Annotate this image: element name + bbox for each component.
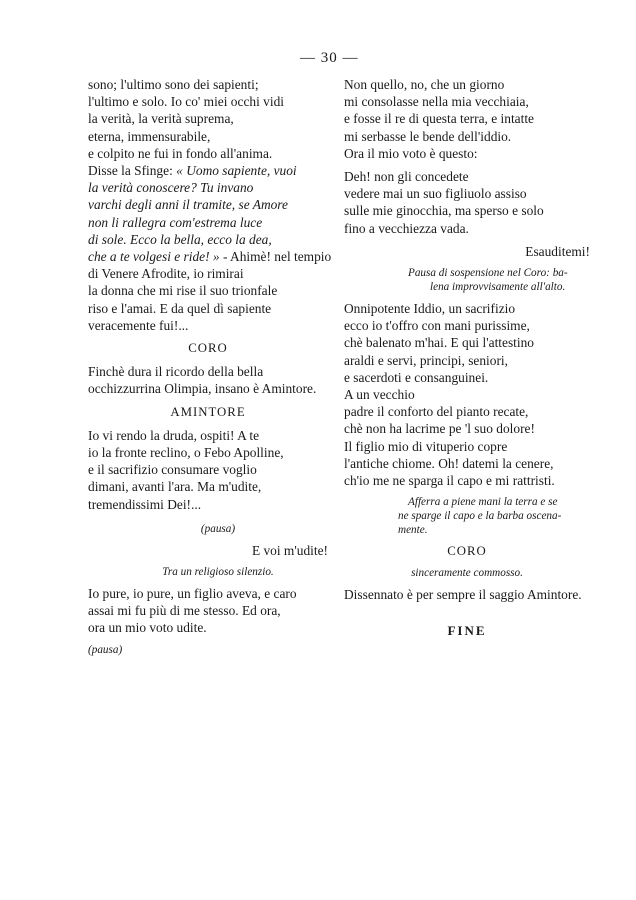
verse-line: di Venere Afrodite, io rimirai [88, 266, 244, 282]
verse-line: sono; l'ultimo sono dei sapienti; [88, 77, 259, 92]
e-voi-line: E voi m'udite! [251, 542, 328, 558]
stage-direction-commosso: sinceramente commosso. [411, 567, 523, 580]
coro-line: Finchè dura il ricordo della bella [88, 364, 264, 380]
verse-line: la donna che mi rise il suo trionfale [88, 283, 278, 299]
verse-line: eterna, immensurabile, [88, 128, 211, 144]
verse-line: sulle mie ginocchia, ma sperso e solo [344, 203, 544, 219]
amintore-line: Io vi rendo la druda, ospiti! A te [88, 427, 260, 443]
verse-line: vedere mai un suo figliuolo assiso [344, 186, 527, 202]
verse-line: araldi e servi, principi, seniori, [344, 352, 508, 368]
verse-line: e colpito ne fui in fondo all'anima. [88, 145, 273, 161]
amintore-line: dimani, avanti l'ara. Ma m'udite, [88, 479, 262, 495]
stage-direction: lena improvvisamente all'alto. [430, 281, 566, 294]
final-line: Io pure, io pure, un figlio aveva, e caro [88, 586, 297, 602]
verse-line: veracemente fui!... [88, 317, 189, 333]
verse-line: mi serbasse le bende dell'iddio. [344, 128, 512, 144]
sfinge-after: - Ahimè! nel tempio [222, 249, 332, 265]
sfinge-quote-line: non li rallegra com'estrema luce [88, 214, 263, 230]
fine-heading: FINE [447, 622, 487, 638]
verse-line: e fosse il re di questa terra, e intatte [344, 111, 534, 127]
verse-line: ch'io me ne sparga il capo e mi rattristi. [344, 473, 555, 489]
verse-line: Il figlio mio di vituperio copre [344, 438, 508, 454]
sfinge-quote-end-line [88, 248, 332, 265]
speaker-amintore: AMINTORE [170, 404, 246, 419]
final-line: ora un mio voto udite. [88, 620, 207, 636]
verse-line: e sacerdoti e consanguinei. [344, 369, 489, 385]
verse-line: mi consolasse nella mia vecchiaia, [344, 94, 529, 110]
stage-direction: ne sparge il capo e la barba oscena- [398, 510, 562, 523]
verse-line: riso e l'amai. E da quel dì sapiente [88, 300, 272, 316]
verse-line: ecco io t'offro con mani purissime, [344, 318, 530, 334]
verse-line: Ora il mio voto è questo: [344, 145, 478, 161]
amintore-line: io la fronte reclino, o Febo Apolline, [88, 445, 284, 461]
stage-direction-silenzio: Tra un religioso silenzio. [162, 566, 274, 579]
sfinge-line [88, 162, 328, 179]
verse-line: A un vecchio [344, 387, 415, 403]
verse-line: l'ultimo e solo. Io co' miei occhi vidi [88, 94, 284, 110]
amintore-line: tremendissimi Dei!... [88, 496, 202, 512]
final-line: assai mi fu più di me stesso. Ed ora, [88, 603, 281, 619]
stage-direction: Afferra a piene mani la terra e se [408, 496, 558, 509]
stage-direction: mente. [398, 524, 428, 537]
sfinge-intro: Disse la Sfinge: [88, 163, 177, 179]
stage-direction: Pausa di sospensione nel Coro: ba- [408, 267, 568, 280]
verse-line: chè balenato m'hai. E qui l'attestino [344, 335, 535, 351]
verse-line: chè non ha lacrime pe 'l suo dolore! [344, 421, 535, 437]
speaker-coro: CORO [447, 544, 487, 559]
page-number: — 30 — [300, 50, 359, 66]
verse-line: la verità, la verità suprema, [88, 111, 234, 127]
speaker-coro: CORO [188, 341, 228, 356]
verse-line: Non quello, no, che un giorno [344, 77, 505, 92]
left-column [88, 76, 332, 657]
sfinge-quote-line: la verità conoscere? Tu invano [88, 180, 254, 196]
sfinge-quote-line: varchi degli anni il tramite, se Amore [88, 197, 288, 213]
coro-line: occhizzurrina Olimpia, insano è Amintore. [88, 381, 317, 397]
amintore-line: e il sacrifizio consumare voglio [88, 462, 257, 478]
verse-line: Onnipotente Iddio, un sacrifizio [344, 301, 516, 317]
verse-line: fino a vecchiezza vada. [344, 220, 469, 236]
verse-line: l'antiche chiome. Oh! datemi la cenere, [344, 455, 554, 471]
sfinge-quote-end: che a te volgesi e ride! » [88, 249, 223, 265]
stage-direction-pausa: (pausa) [200, 522, 236, 535]
stage-direction-pausa: (pausa) [88, 643, 123, 656]
verse-line: Deh! non gli concedete [344, 169, 469, 185]
sfinge-quote-line: di sole. Ecco la bella, ecco la dea, [88, 231, 272, 247]
dissennato-line: Dissennato è per sempre il saggio Amintore. [344, 587, 582, 603]
esauditemi-line: Esauditemi! [525, 243, 590, 259]
right-column [344, 76, 590, 639]
verse-line: padre il conforto del pianto recate, [344, 404, 529, 420]
sfinge-quote: « Uomo sapiente, vuoi [176, 163, 297, 179]
